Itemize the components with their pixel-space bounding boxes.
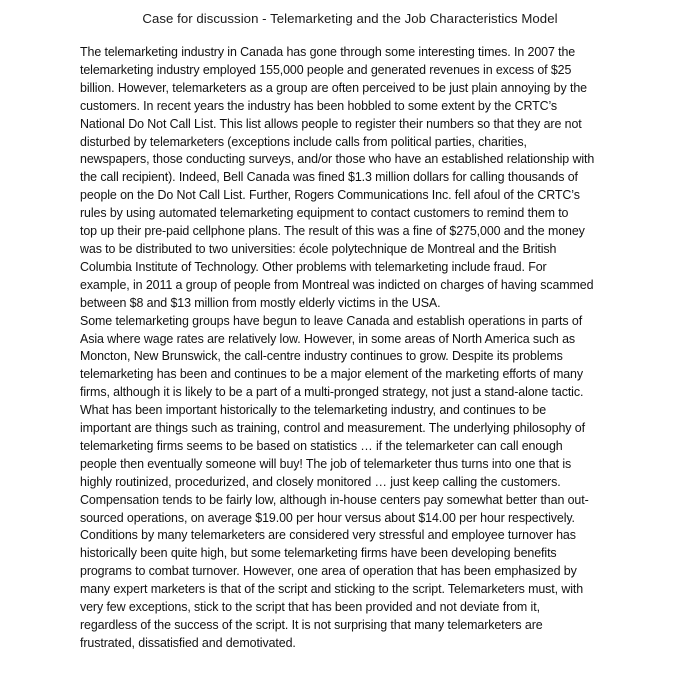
- body-text-line: frustrated, dissatisfied and demotivated.: [80, 635, 296, 650]
- body-text-line: people on the Do Not Call List. Further, Rogers Communications Inc. fell afoul of the CRTC’s: [80, 188, 580, 203]
- body-text-line: The telemarketing industry in Canada has gone through some interesting times. In 2007 the: [80, 45, 576, 59]
- body-text-line: telemarketing industry employed 155,000 people and generated revenues in excess of $25: [80, 62, 572, 77]
- body-text-line: newspapers, those conducting surveys, and/or those who have an established relationship with: [80, 152, 595, 167]
- body-text-line: customers. In recent years the industry has been hobbled to some extent by the CRTC’s: [80, 98, 558, 113]
- body-text-line: National Do Not Call List. This list allows people to register their numbers so that they are not: [80, 116, 582, 131]
- body-text-line: people then eventually someone will buy! The job of telemarketer thus turns into one that is: [80, 456, 572, 471]
- body-text-line: many expert marketers is that of the script and sticking to the script. Telemarketers must, with: [80, 582, 584, 597]
- body-text-line: firms, although it is likely to be a part of a multi-pronged strategy, not just a stand-alone tactic.: [80, 385, 584, 400]
- document-body: [80, 44, 695, 653]
- body-text-line: the call recipient). Indeed, Bell Canada was fined $1.3 million dollars for calling thousands of: [80, 170, 578, 185]
- body-text-line: Moncton, New Brunswick, the call-centre industry continues to grow. Despite its problems: [80, 349, 563, 364]
- body-text-line: telemarketing firms seems to be based on statistics … if the telemarketer can call enough: [80, 438, 563, 453]
- body-text-line: programs to combat turnover. However, one area of operation that has been emphasized by: [80, 564, 577, 579]
- body-text-line: highly routinized, procedurized, and closely monitored … just keep calling the customers.: [80, 474, 561, 489]
- body-text-line: telemarketing has been and continues to be a major element of the marketing efforts of many: [80, 367, 583, 382]
- body-text-line: What has been important historically to the telemarketing industry, and continues to be: [80, 403, 547, 418]
- body-text-line: example, in 2011 a group of people from Montreal was indicted on charges of having scammed: [80, 277, 594, 292]
- body-text-line: sourced operations, on average $19.00 per hour versus about $14.00 per hour respectively.: [80, 510, 575, 525]
- body-text-line: billion. However, telemarketers as a group are often perceived to be just plain annoying by the: [80, 80, 587, 95]
- body-text-line: between $8 and $13 million from mostly elderly victims in the USA.: [80, 295, 441, 310]
- body-text-line: top up their pre-paid cellphone plans. The result of this was a fine of $275,000 and the money: [80, 224, 585, 239]
- body-text-line: Asia where wage rates are relatively low. However, in some areas of North America such as: [80, 331, 576, 346]
- body-text-line: disturbed by telemarketers (exceptions include calls from political parties, charities,: [80, 134, 527, 149]
- body-text-line: historically been quite high, but some telemarketing firms have been developing benefits: [80, 546, 557, 561]
- body-text-line: Some telemarketing groups have begun to leave Canada and establish operations in parts of: [80, 313, 583, 328]
- body-text-line: was to be distributed to two universities: école polytechnique de Montreal and the British: [80, 241, 557, 256]
- body-text-line: Compensation tends to be fairly low, although in-house centers pay somewhat better than out-: [80, 492, 589, 507]
- body-text-line: very few exceptions, stick to the script that has been provided and not deviate from it,: [80, 600, 540, 615]
- document-title: Case for discussion - Telemarketing and the Job Characteristics Model: [142, 11, 558, 26]
- body-text-line: regardless of the success of the script. It is not surprising that many telemarketers are: [80, 618, 543, 632]
- body-text-line: Columbia Institute of Technology. Other problems with telemarketing include fraud. For: [80, 259, 547, 274]
- body-text-line: rules by using automated telemarketing equipment to contact customers to remind them to: [80, 206, 569, 221]
- body-text-line: Conditions by many telemarketers are considered very stressful and employee turnover has: [80, 528, 576, 543]
- body-text-line: important are things such as training, control and measurement. The underlying philosophy of: [80, 421, 585, 436]
